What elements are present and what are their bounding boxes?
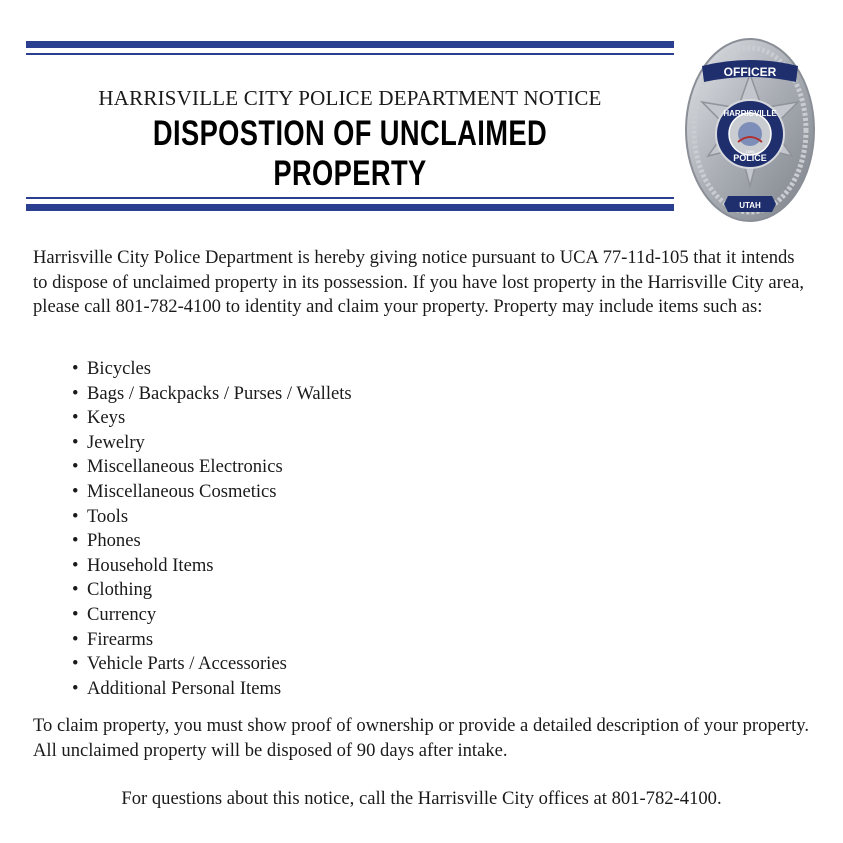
svg-text:POLICE: POLICE xyxy=(733,153,767,163)
intro-paragraph: Harrisville City Police Department is hereby giving notice pursuant to UCA 77-11d-105 that it intends to dispose of unclaimed property in its possession. If you have lost property in the Harrisville City area, please call 801-782-4100 to identity and claim your property. Property may include items such as: xyxy=(33,247,804,318)
list-item: • Miscellaneous Cosmetics xyxy=(72,480,352,505)
svg-text:1896: 1896 xyxy=(745,149,755,154)
header-rule-bottom-thin xyxy=(26,197,674,199)
list-item: • Vehicle Parts / Accessories xyxy=(72,652,352,677)
badge-icon xyxy=(684,36,816,224)
list-item: • Tools xyxy=(72,505,352,530)
header-rule-top-thick xyxy=(26,41,674,48)
page-title: DISPOSTION OF UNCLAIMED PROPERTY xyxy=(152,114,548,193)
list-item: • Bags / Backpacks / Purses / Wallets xyxy=(72,382,352,407)
list-item: • Additional Personal Items xyxy=(72,677,352,702)
property-items-list xyxy=(72,357,352,701)
list-item: • Phones xyxy=(72,529,352,554)
list-item: • Household Items xyxy=(72,554,352,579)
department-line: HARRISVILLE CITY POLICE DEPARTMENT NOTICE xyxy=(98,86,602,110)
claim-paragraph: To claim property, you must show proof of ownership or provide a detailed description of your property. All unclaimed property will be disposed of 90 days after intake. xyxy=(33,715,810,761)
list-item: • Jewelry xyxy=(72,431,352,456)
list-item: • Keys xyxy=(72,406,352,431)
header-rule-bottom-thick xyxy=(26,204,674,211)
svg-text:OFFICER: OFFICER xyxy=(723,65,777,79)
police-badge-logo xyxy=(684,36,816,224)
svg-text:UTAH: UTAH xyxy=(739,201,761,210)
svg-text:HARRISVILLE: HARRISVILLE xyxy=(723,109,777,118)
contact-footer: For questions about this notice, call the Harrisville City offices at 801-782-4100. xyxy=(121,788,722,809)
list-item: • Firearms xyxy=(72,628,352,653)
header-rule-top-thin xyxy=(26,53,674,55)
list-item: • Clothing xyxy=(72,578,352,603)
list-item: • Miscellaneous Electronics xyxy=(72,455,352,480)
list-item: • Bicycles xyxy=(72,357,352,382)
list-item: • Currency xyxy=(72,603,352,628)
